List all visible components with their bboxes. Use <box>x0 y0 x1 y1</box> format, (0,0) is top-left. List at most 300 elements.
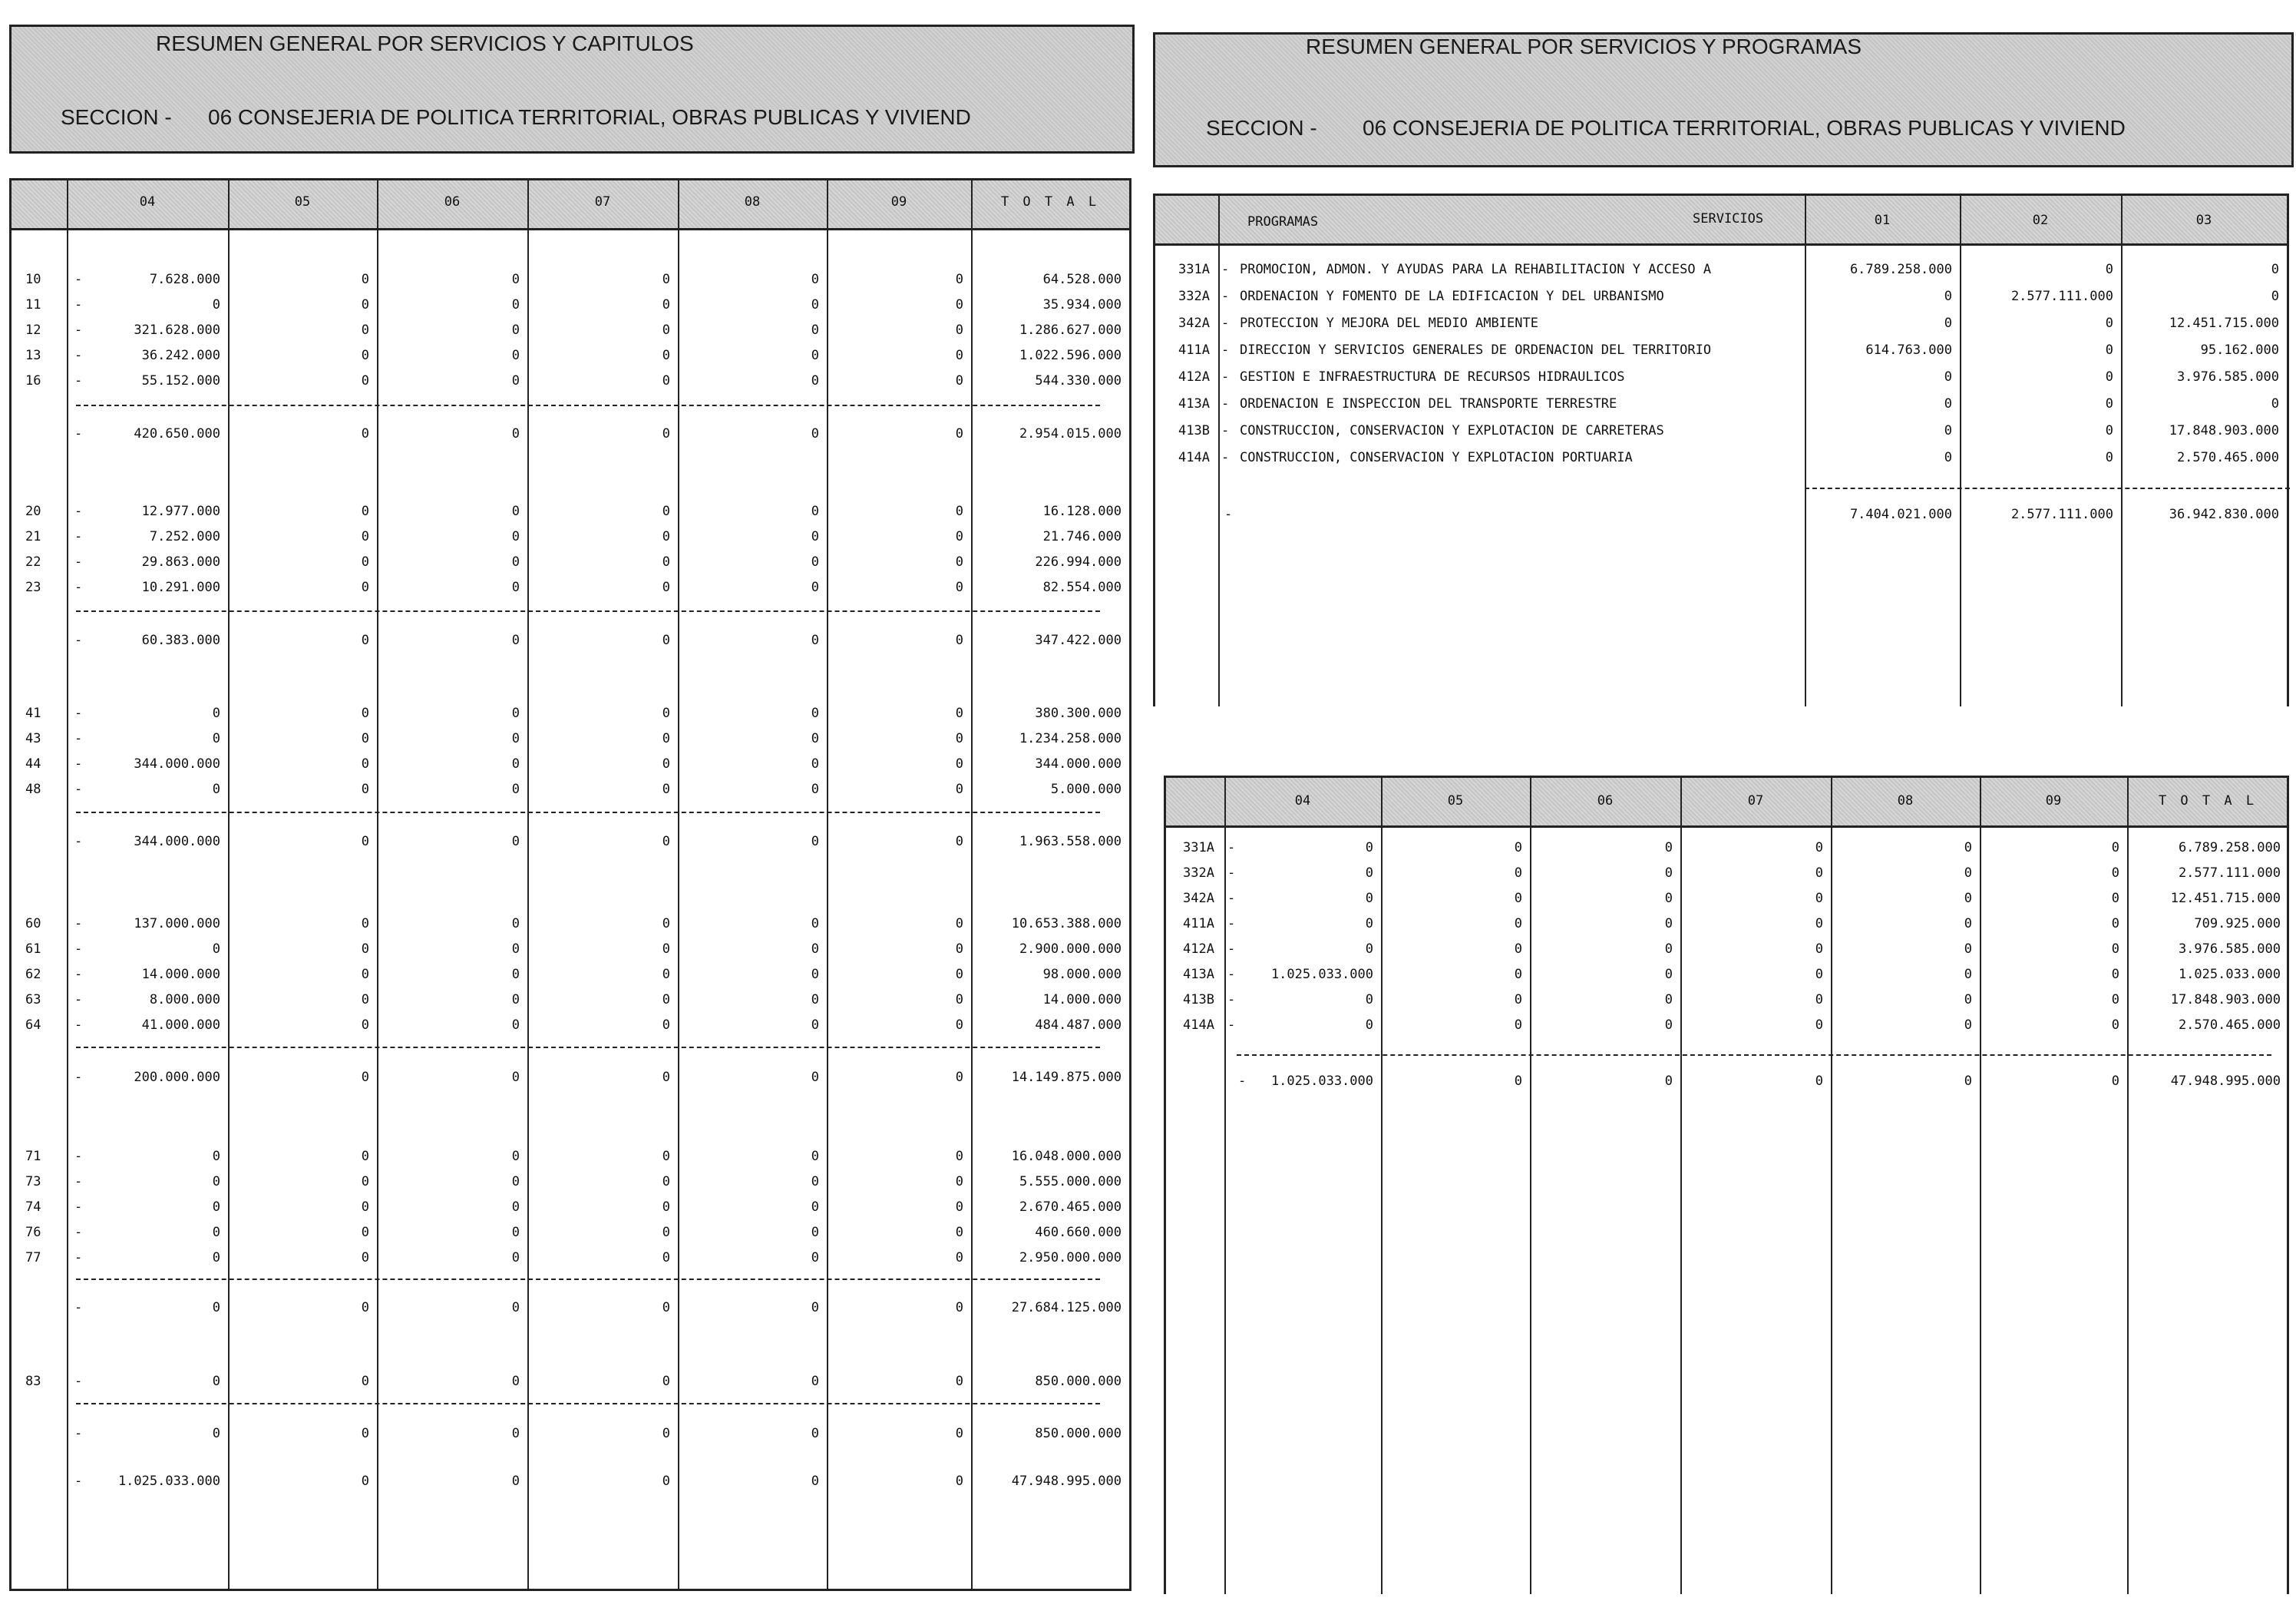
program-code: 414A <box>1178 450 1210 465</box>
row-dash: - <box>74 272 83 287</box>
row-value: 0 <box>361 1017 369 1033</box>
column-header: 07 <box>1747 793 1764 809</box>
row-value: 1.025.033.000 <box>1270 967 1373 982</box>
row-value: 0 <box>662 529 670 544</box>
row-value: 0 <box>811 373 819 389</box>
subtotal-row <box>12 833 1129 850</box>
row-code: 44 <box>25 756 41 772</box>
row-value: 0 <box>212 731 220 746</box>
row-value: 850.000.000 <box>1035 1374 1122 1389</box>
total-separator <box>1805 488 2290 489</box>
row-value: 0 <box>811 348 819 363</box>
row-value: 0 <box>811 1017 819 1033</box>
row-code: 13 <box>25 348 41 363</box>
row-value: 0 <box>1365 992 1373 1007</box>
row-dash: - <box>1221 396 1230 412</box>
row-value: 0 <box>1514 941 1522 957</box>
row-value: 0 <box>955 1149 963 1164</box>
row-value: 0 <box>955 1225 963 1240</box>
row-value: 0 <box>1365 941 1373 957</box>
row-value: 6.789.258.000 <box>1849 262 1952 277</box>
programas-header: PROGRAMAS <box>1247 214 1319 230</box>
row-code: 48 <box>25 782 41 797</box>
row-code: 83 <box>25 1374 41 1389</box>
row-value: 0 <box>361 1149 369 1164</box>
row-dash: - <box>74 633 83 648</box>
row-value: 0 <box>1964 840 1972 855</box>
row-value: 0 <box>662 756 670 772</box>
table-row <box>1166 890 2287 907</box>
row-code: 76 <box>25 1225 41 1240</box>
column-header: 03 <box>2195 213 2212 228</box>
row-value: 55.152.000 <box>141 373 220 389</box>
row-dash: - <box>74 1474 83 1489</box>
row-value: 8.000.000 <box>149 992 220 1007</box>
row-value: 0 <box>1964 992 1972 1007</box>
row-dash: - <box>1227 891 1236 906</box>
row-value: 0 <box>361 504 369 519</box>
row-value: 2.954.015.000 <box>1019 426 1122 442</box>
row-value: 5.555.000.000 <box>1019 1174 1122 1189</box>
row-dash: - <box>74 580 83 595</box>
row-value: 0 <box>511 706 520 721</box>
row-value: 0 <box>511 580 520 595</box>
table-row <box>12 528 1129 545</box>
row-value: 0 <box>511 941 520 957</box>
row-value: 0 <box>361 297 369 313</box>
row-value: 0 <box>1514 1073 1522 1089</box>
row-value: 27.684.125.000 <box>1011 1300 1122 1315</box>
row-value: 0 <box>1664 967 1673 982</box>
row-value: 0 <box>511 1426 520 1441</box>
row-value: 12.451.715.000 <box>2169 316 2279 331</box>
row-value: 0 <box>955 426 963 442</box>
right-seccion-value: 06 CONSEJERIA DE POLITICA TERRITORIAL, OBRAS PUBLICAS Y VIVIEND <box>1363 116 2126 140</box>
table-row <box>12 1199 1129 1216</box>
row-value: 0 <box>2111 1017 2119 1033</box>
table-row <box>1166 941 2287 958</box>
table-row <box>12 781 1129 798</box>
row-value: 0 <box>361 373 369 389</box>
row-value: 0 <box>2105 450 2113 465</box>
program-row <box>1155 422 2287 439</box>
servicios-header: SERVICIOS <box>1693 211 1764 227</box>
program-row <box>1155 449 2287 466</box>
row-value: 0 <box>662 504 670 519</box>
row-value: 0 <box>212 782 220 797</box>
row-value: 0 <box>2271 262 2279 277</box>
row-value: 0 <box>811 992 819 1007</box>
row-value: 0 <box>955 1426 963 1441</box>
row-value: 0 <box>212 1250 220 1265</box>
row-value: 16.128.000 <box>1042 504 1122 519</box>
row-value: 0 <box>955 706 963 721</box>
row-value: 0 <box>1964 1073 1972 1089</box>
program-row <box>1155 288 2287 305</box>
program-code: 342A <box>1178 316 1210 331</box>
subtotal-row <box>12 425 1129 442</box>
row-value: 2.570.465.000 <box>2176 450 2279 465</box>
row-value: 0 <box>511 554 520 570</box>
row-value: 36.242.000 <box>141 348 220 363</box>
row-value: 460.660.000 <box>1035 1225 1122 1240</box>
row-value: 0 <box>361 1174 369 1189</box>
row-value: 0 <box>511 272 520 287</box>
row-value: 0 <box>1815 992 1823 1007</box>
row-value: 0 <box>811 1250 819 1265</box>
row-value: 7.628.000 <box>149 272 220 287</box>
row-value: 2.577.111.000 <box>2178 865 2281 881</box>
row-dash: - <box>74 323 83 338</box>
row-value: 0 <box>2111 967 2119 982</box>
row-value: 0 <box>662 706 670 721</box>
program-description: CONSTRUCCION, CONSERVACION Y EXPLOTACION PORTUARIA <box>1240 450 1633 465</box>
row-value: 344.000.000 <box>1035 756 1122 772</box>
subtotal-row <box>12 1069 1129 1086</box>
row-value: 0 <box>955 782 963 797</box>
row-value: 0 <box>811 941 819 957</box>
row-value: 0 <box>1964 865 1972 881</box>
row-value: 0 <box>662 834 670 849</box>
row-value: 0 <box>955 633 963 648</box>
row-value: 0 <box>212 1426 220 1441</box>
table-row <box>12 271 1129 288</box>
row-value: 0 <box>1514 967 1522 982</box>
row-value: 0 <box>511 297 520 313</box>
program-code: 413B <box>1178 423 1210 438</box>
row-value: 0 <box>811 323 819 338</box>
table-row <box>12 296 1129 313</box>
table-row <box>12 991 1129 1008</box>
row-value: 47.948.995.000 <box>2170 1073 2281 1089</box>
row-value: 1.286.627.000 <box>1019 323 1122 338</box>
row-value: 0 <box>2105 396 2113 412</box>
row-value: 344.000.000 <box>134 834 220 849</box>
row-value: 0 <box>511 348 520 363</box>
row-value: 3.976.585.000 <box>2178 941 2281 957</box>
table-row <box>12 756 1129 772</box>
row-value: 0 <box>811 529 819 544</box>
row-value: 0 <box>361 916 369 931</box>
table-row <box>12 915 1129 932</box>
row-value: 0 <box>361 554 369 570</box>
row-value: 0 <box>955 323 963 338</box>
row-value: 2.670.465.000 <box>1019 1199 1122 1215</box>
row-value: 0 <box>955 1070 963 1085</box>
row-value: 0 <box>955 297 963 313</box>
table-row <box>1166 839 2287 856</box>
table-row <box>12 1373 1129 1390</box>
row-value: 0 <box>1514 1017 1522 1033</box>
row-value: 0 <box>811 1474 819 1489</box>
row-value: 0 <box>1664 840 1673 855</box>
program-row <box>1155 342 2287 359</box>
row-value: 0 <box>1664 891 1673 906</box>
row-code: 20 <box>25 504 41 519</box>
row-value: 0 <box>361 1070 369 1085</box>
row-value: 0 <box>811 756 819 772</box>
program-code: 332A <box>1178 289 1210 304</box>
row-value: 0 <box>511 1149 520 1164</box>
row-value: 1.025.033.000 <box>1270 1073 1373 1089</box>
program-description: CONSTRUCCION, CONSERVACION Y EXPLOTACION DE CARRETERAS <box>1240 423 1664 438</box>
row-value: 0 <box>2111 941 2119 957</box>
row-value: 0 <box>1964 1017 1972 1033</box>
row-dash: - <box>74 1250 83 1265</box>
row-dash: - <box>74 756 83 772</box>
row-value: 0 <box>955 992 963 1007</box>
row-value: 2.900.000.000 <box>1019 941 1122 957</box>
row-value: 0 <box>361 1300 369 1315</box>
row-value: 0 <box>2111 891 2119 906</box>
row-value: 0 <box>811 834 819 849</box>
program-row <box>1155 315 2287 332</box>
row-value: 0 <box>955 272 963 287</box>
row-value: 0 <box>662 1174 670 1189</box>
row-value: 0 <box>662 348 670 363</box>
row-value: 0 <box>511 782 520 797</box>
row-dash: - <box>74 426 83 442</box>
right-title: RESUMEN GENERAL POR SERVICIOS Y PROGRAMAS <box>1306 35 1862 58</box>
column-header: 04 <box>139 194 156 210</box>
row-dash: - <box>1221 423 1230 438</box>
row-code: 414A <box>1183 1017 1214 1033</box>
row-dash: - <box>74 992 83 1007</box>
row-dash: - <box>1224 507 1233 522</box>
program-row <box>1155 261 2287 278</box>
row-value: 0 <box>1944 450 1952 465</box>
row-value: 0 <box>1664 992 1673 1007</box>
row-value: 0 <box>955 348 963 363</box>
row-value: 0 <box>811 1199 819 1215</box>
row-value: 0 <box>811 1070 819 1085</box>
row-value: 0 <box>2111 865 2119 881</box>
row-code: 411A <box>1183 916 1214 931</box>
row-value: 0 <box>662 1070 670 1085</box>
row-value: 0 <box>955 504 963 519</box>
row-value: 0 <box>511 1017 520 1033</box>
row-value: 1.022.596.000 <box>1019 348 1122 363</box>
row-value: 0 <box>662 323 670 338</box>
row-value: 35.934.000 <box>1042 297 1122 313</box>
row-value: 0 <box>1664 916 1673 931</box>
table-row <box>12 1249 1129 1266</box>
row-value: 0 <box>662 992 670 1007</box>
row-value: 2.577.111.000 <box>2010 507 2113 522</box>
row-value: 0 <box>1815 865 1823 881</box>
row-value: 0 <box>361 272 369 287</box>
row-value: 420.650.000 <box>134 426 220 442</box>
column-header: 08 <box>1897 793 1914 809</box>
row-value: 0 <box>955 1374 963 1389</box>
row-value: 0 <box>955 1017 963 1033</box>
row-value: 0 <box>2105 316 2113 331</box>
table-row <box>12 322 1129 339</box>
row-value: 0 <box>811 633 819 648</box>
row-dash: - <box>1227 967 1236 982</box>
row-value: 0 <box>1365 891 1373 906</box>
row-value: 0 <box>511 1374 520 1389</box>
column-header: 05 <box>1447 793 1464 809</box>
row-value: 0 <box>2111 916 2119 931</box>
subtotal-separator <box>76 1403 1100 1404</box>
row-value: 0 <box>511 529 520 544</box>
row-value: 0 <box>1944 316 1952 331</box>
row-value: 0 <box>2111 1073 2119 1089</box>
row-value: 3.976.585.000 <box>2176 369 2279 385</box>
row-value: 0 <box>955 1300 963 1315</box>
row-value: 0 <box>955 373 963 389</box>
row-value: 0 <box>511 373 520 389</box>
row-value: 0 <box>1664 1017 1673 1033</box>
row-value: 12.451.715.000 <box>2170 891 2281 906</box>
row-value: 0 <box>511 967 520 982</box>
row-value: 0 <box>955 834 963 849</box>
row-value: 0 <box>811 580 819 595</box>
right-programas-table <box>1153 194 2289 706</box>
row-value: 0 <box>955 941 963 957</box>
row-dash: - <box>74 782 83 797</box>
program-description: DIRECCION Y SERVICIOS GENERALES DE ORDENACION DEL TERRITORIO <box>1240 342 1712 358</box>
row-value: 0 <box>361 348 369 363</box>
row-value: 0 <box>212 297 220 313</box>
table-row <box>12 372 1129 389</box>
row-value: 0 <box>662 426 670 442</box>
row-value: 0 <box>2105 423 2113 438</box>
table-row <box>12 1017 1129 1034</box>
row-value: 0 <box>361 967 369 982</box>
row-value: 0 <box>361 529 369 544</box>
row-value: 0 <box>662 967 670 982</box>
row-code: 342A <box>1183 891 1214 906</box>
row-value: 0 <box>361 426 369 442</box>
right-seccion-label: SECCION - <box>1206 116 1317 140</box>
row-value: 0 <box>1365 840 1373 855</box>
row-value: 60.383.000 <box>141 633 220 648</box>
row-value: 0 <box>212 1225 220 1240</box>
total-separator <box>1237 1054 2271 1056</box>
table-row <box>1166 966 2287 983</box>
row-value: 0 <box>1964 891 1972 906</box>
row-value: 95.162.000 <box>2200 342 2279 358</box>
column-header: 08 <box>744 194 761 210</box>
row-value: 0 <box>2105 342 2113 358</box>
row-dash: - <box>1227 1017 1236 1033</box>
row-value: 0 <box>662 1149 670 1164</box>
row-value: 29.863.000 <box>141 554 220 570</box>
program-description: PROMOCION, ADMON. Y AYUDAS PARA LA REHABILITACION Y ACCESO A <box>1240 262 1712 277</box>
subtotal-separator <box>76 1047 1100 1048</box>
row-value: 0 <box>811 1174 819 1189</box>
program-description: ORDENACION E INSPECCION DEL TRANSPORTE TERRESTRE <box>1240 396 1617 412</box>
row-value: 0 <box>955 731 963 746</box>
program-description: ORDENACION Y FOMENTO DE LA EDIFICACION Y DEL URBANISMO <box>1240 289 1664 304</box>
grand-total-row <box>12 1473 1129 1490</box>
row-value: 0 <box>511 1070 520 1085</box>
row-dash: - <box>1221 450 1230 465</box>
row-value: 0 <box>1365 916 1373 931</box>
row-code: 16 <box>25 373 41 389</box>
row-value: 0 <box>1944 369 1952 385</box>
row-value: 0 <box>811 426 819 442</box>
row-value: 1.963.558.000 <box>1019 834 1122 849</box>
row-dash: - <box>1227 992 1236 1007</box>
row-dash: - <box>1227 840 1236 855</box>
row-value: 1.025.033.000 <box>117 1474 220 1489</box>
row-dash: - <box>74 554 83 570</box>
row-value: 0 <box>662 297 670 313</box>
table-row <box>12 705 1129 722</box>
total-row <box>1155 506 2287 523</box>
row-value: 98.000.000 <box>1042 967 1122 982</box>
row-value: 0 <box>1815 840 1823 855</box>
row-code: 74 <box>25 1199 41 1215</box>
row-value: 0 <box>511 916 520 931</box>
column-header: 06 <box>444 194 461 210</box>
row-value: 0 <box>811 706 819 721</box>
row-value: 0 <box>2105 262 2113 277</box>
row-value: 0 <box>955 554 963 570</box>
row-dash: - <box>74 967 83 982</box>
row-value: 0 <box>361 1426 369 1441</box>
row-value: 0 <box>511 834 520 849</box>
row-value: 0 <box>361 1474 369 1489</box>
row-value: 0 <box>361 580 369 595</box>
row-dash: - <box>74 348 83 363</box>
row-dash: - <box>74 941 83 957</box>
left-title: RESUMEN GENERAL POR SERVICIOS Y CAPITULOS <box>156 31 694 55</box>
row-value: 0 <box>662 272 670 287</box>
row-value: 380.300.000 <box>1035 706 1122 721</box>
row-dash: - <box>1221 316 1230 331</box>
row-value: 2.570.465.000 <box>2178 1017 2281 1033</box>
row-value: 0 <box>955 756 963 772</box>
row-dash: - <box>1227 916 1236 931</box>
program-description: PROTECCION Y MEJORA DEL MEDIO AMBIENTE <box>1240 316 1538 331</box>
row-value: 0 <box>1514 992 1522 1007</box>
table-row <box>12 1148 1129 1165</box>
row-code: 62 <box>25 967 41 982</box>
row-value: 0 <box>811 1300 819 1315</box>
row-dash: - <box>74 834 83 849</box>
row-dash: - <box>1221 369 1230 385</box>
row-dash: - <box>74 1300 83 1315</box>
row-value: 0 <box>1664 1073 1673 1089</box>
row-dash: - <box>1227 865 1236 881</box>
row-dash: - <box>1221 342 1230 358</box>
row-value: 5.000.000 <box>1050 782 1122 797</box>
row-value: 0 <box>811 554 819 570</box>
row-value: 0 <box>511 1474 520 1489</box>
row-code: 64 <box>25 1017 41 1033</box>
row-value: 12.977.000 <box>141 504 220 519</box>
row-code: 77 <box>25 1250 41 1265</box>
row-code: 332A <box>1183 865 1214 881</box>
row-dash: - <box>74 1225 83 1240</box>
program-row <box>1155 369 2287 385</box>
row-value: 14.149.875.000 <box>1011 1070 1122 1085</box>
row-value: 7.404.021.000 <box>1849 507 1952 522</box>
row-code: 331A <box>1183 840 1214 855</box>
row-value: 0 <box>511 323 520 338</box>
row-value: 1.025.033.000 <box>2178 967 2281 982</box>
row-value: 0 <box>955 1174 963 1189</box>
row-code: 412A <box>1183 941 1214 957</box>
row-code: 63 <box>25 992 41 1007</box>
row-value: 0 <box>662 580 670 595</box>
row-value: 0 <box>662 1017 670 1033</box>
right-title-banner <box>1153 32 2294 167</box>
